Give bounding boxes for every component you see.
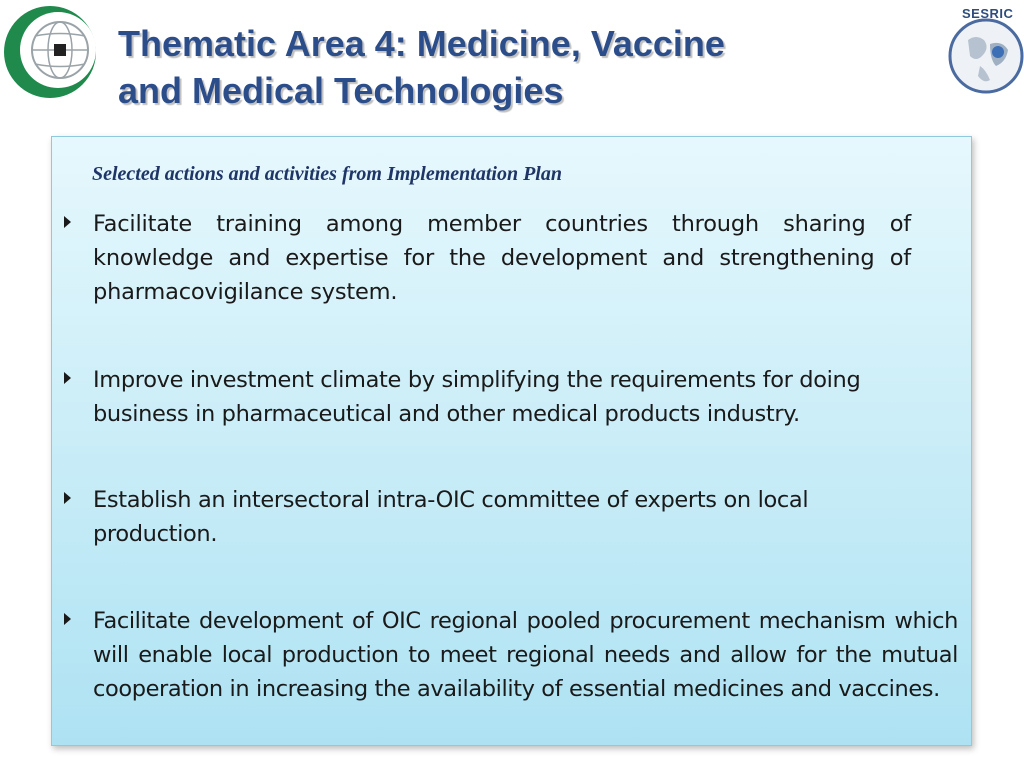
bullet-text: Facilitate development of OIC regional pooled procurement mechanism which will enable local production to meet regional needs and allow for the mutual cooperation in increasing the availability of essential medicines and vaccines. xyxy=(93,608,958,702)
oic-logo-icon xyxy=(2,4,98,100)
page-title xyxy=(118,20,938,114)
content-panel xyxy=(51,136,972,746)
bullet-text: Facilitate training among member countries through sharing of knowledge and expertise for the development and strengthening of pharmacovigilance system. xyxy=(93,211,911,305)
triangle-bullet-icon xyxy=(64,613,71,625)
panel-subtitle: Selected actions and activities from Implementation Plan xyxy=(92,163,562,185)
triangle-bullet-icon xyxy=(64,492,71,504)
triangle-bullet-icon xyxy=(64,372,71,384)
page-title-line-1: Thematic Area 4: Medicine, Vaccine xyxy=(118,23,725,64)
triangle-bullet-icon xyxy=(64,216,71,228)
bullet-text: Improve investment climate by simplifying the requirements for doing business in pharmaceutical and other medical products industry. xyxy=(93,367,861,427)
bullet-text: Establish an intersectoral intra-OIC committee of experts on local production. xyxy=(93,487,809,547)
bullet-list xyxy=(52,137,971,745)
sesric-logo-text: SESRIC xyxy=(962,6,1014,21)
page-title-line-2: and Medical Technologies xyxy=(118,70,564,111)
